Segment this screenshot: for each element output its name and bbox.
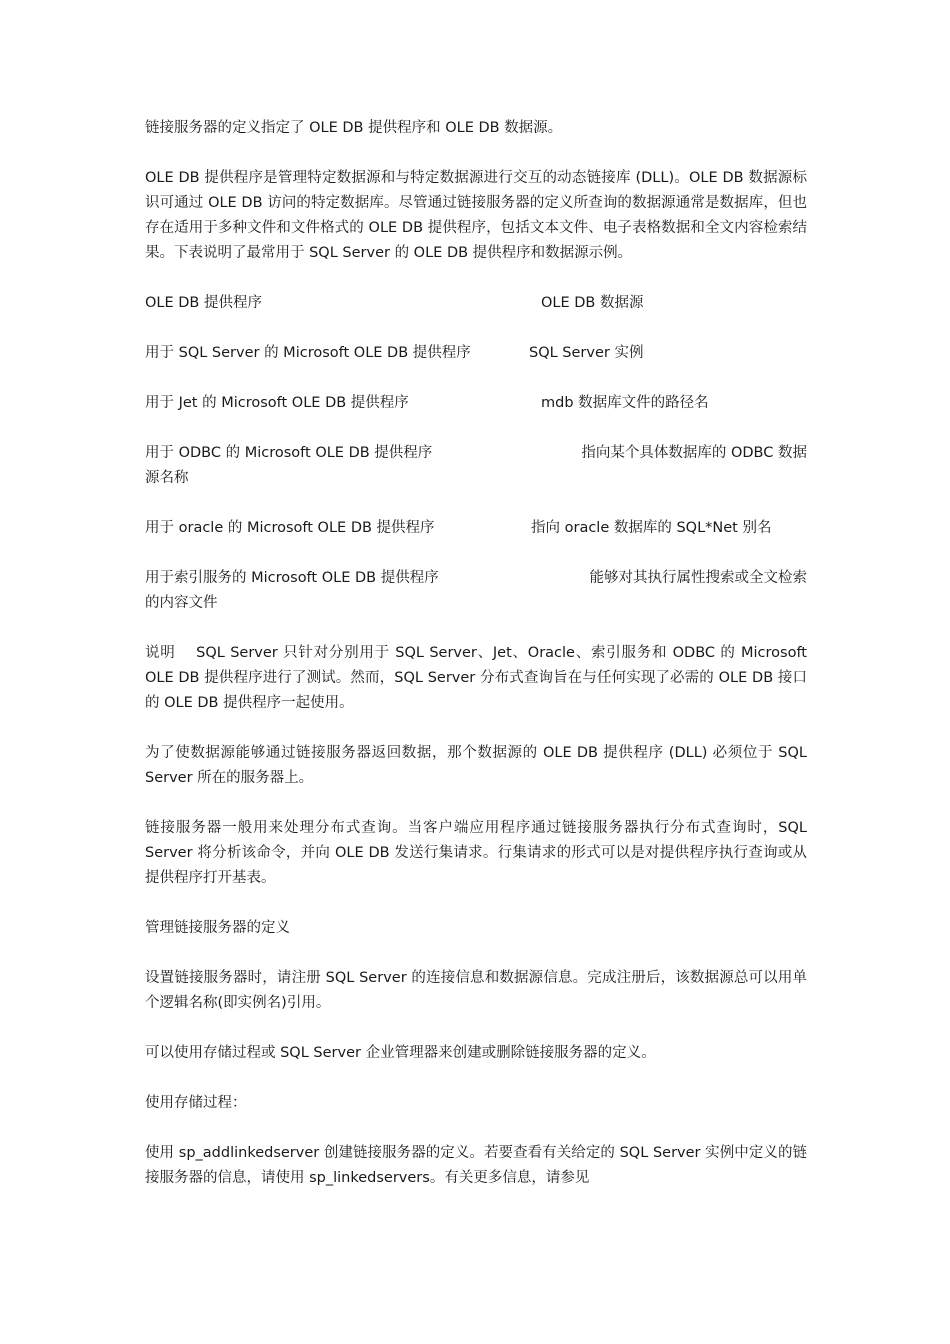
table-cell-source: SQL Server 实例: [529, 345, 644, 361]
table-row: [145, 566, 807, 616]
table-cell-source-continued: 源名称: [145, 470, 189, 486]
paragraph-use-stored-procedure: 使用存储过程：: [145, 1095, 247, 1111]
table-cell-provider: 用于 ODBC 的 Microsoft OLE DB 提供程序: [145, 445, 433, 461]
table-cell-source: mdb 数据库文件的路径名: [541, 395, 709, 411]
paragraph-register-info: 设置链接服务器时，请注册 SQL Server 的连接信息和数据源信息。完成注册后，该数据源总可以用单个逻辑名称(即实例名)引用。: [145, 970, 807, 1011]
table-cell-source: 指向 oracle 数据库的 SQL*Net 别名: [531, 520, 772, 536]
table-cell-source: 能够对其执行属性搜索或全文检索: [589, 570, 807, 586]
table-cell-source-continued: 的内容文件: [145, 595, 218, 611]
table-cell-source: 指向某个具体数据库的 ODBC 数据: [581, 445, 807, 461]
paragraph-sp-addlinkedserver: 使用 sp_addlinkedserver 创建链接服务器的定义。若要查看有关给定的 SQL Server 实例中定义的链接服务器的信息，请使用 sp_linkedservers。有关更多信息，请参见: [145, 1145, 807, 1186]
table-header-source: OLE DB 数据源: [541, 295, 644, 311]
paragraph-provider-location: 为了使数据源能够通过链接服务器返回数据，那个数据源的 OLE DB 提供程序 (DLL) 必须位于 SQL Server 所在的服务器上。: [145, 745, 807, 786]
table-row: [145, 391, 807, 416]
paragraph-ole-db-description: OLE DB 提供程序是管理特定数据源和与特定数据源进行交互的动态链接库 (DLL)。OLE DB 数据源标识可通过 OLE DB 访问的特定数据库。尽管通过链接服务器的定义所查询的数据源通常是数据库，但也存在适用于多种文件和文件格式的 OLE DB 提供程序，包括文本文件、电子表格数据和全文内容检索结果。下表说明了最常用于 SQL Server 的 OLE DB 提供程序和数据源示例。: [145, 170, 807, 261]
paragraph-distributed-query: 链接服务器一般用来处理分布式查询。当客户端应用程序通过链接服务器执行分布式查询时，SQL Server 将分析该命令，并向 OLE DB 发送行集请求。行集请求的形式可以是对提供程序执行查询或从提供程序打开基表。: [145, 820, 807, 886]
table-row: [145, 516, 807, 541]
paragraph-intro: 链接服务器的定义指定了 OLE DB 提供程序和 OLE DB 数据源。: [145, 120, 563, 136]
table-cell-provider: 用于 oracle 的 Microsoft OLE DB 提供程序: [145, 520, 435, 536]
document-body: [145, 116, 807, 1216]
table-header-provider: OLE DB 提供程序: [145, 295, 262, 311]
table-row: [145, 441, 807, 491]
table-cell-provider: 用于 SQL Server 的 Microsoft OLE DB 提供程序: [145, 345, 471, 361]
paragraph-create-delete: 可以使用存储过程或 SQL Server 企业管理器来创建或删除链接服务器的定义。: [145, 1045, 656, 1061]
table-cell-provider: 用于 Jet 的 Microsoft OLE DB 提供程序: [145, 395, 409, 411]
section-heading: 管理链接服务器的定义: [145, 920, 290, 936]
table-row: [145, 341, 807, 366]
table-cell-provider: 用于索引服务的 Microsoft OLE DB 提供程序: [145, 570, 439, 586]
paragraph-note: 说明 SQL Server 只针对分别用于 SQL Server、Jet、Oracle、索引服务和 ODBC 的 Microsoft OLE DB 提供程序进行了测试。然而，SQL Server 分布式查询旨在与任何实现了必需的 OLE DB 接口的 OLE DB 提供程序一起使用。: [145, 645, 807, 711]
table-header-row: [145, 291, 807, 316]
